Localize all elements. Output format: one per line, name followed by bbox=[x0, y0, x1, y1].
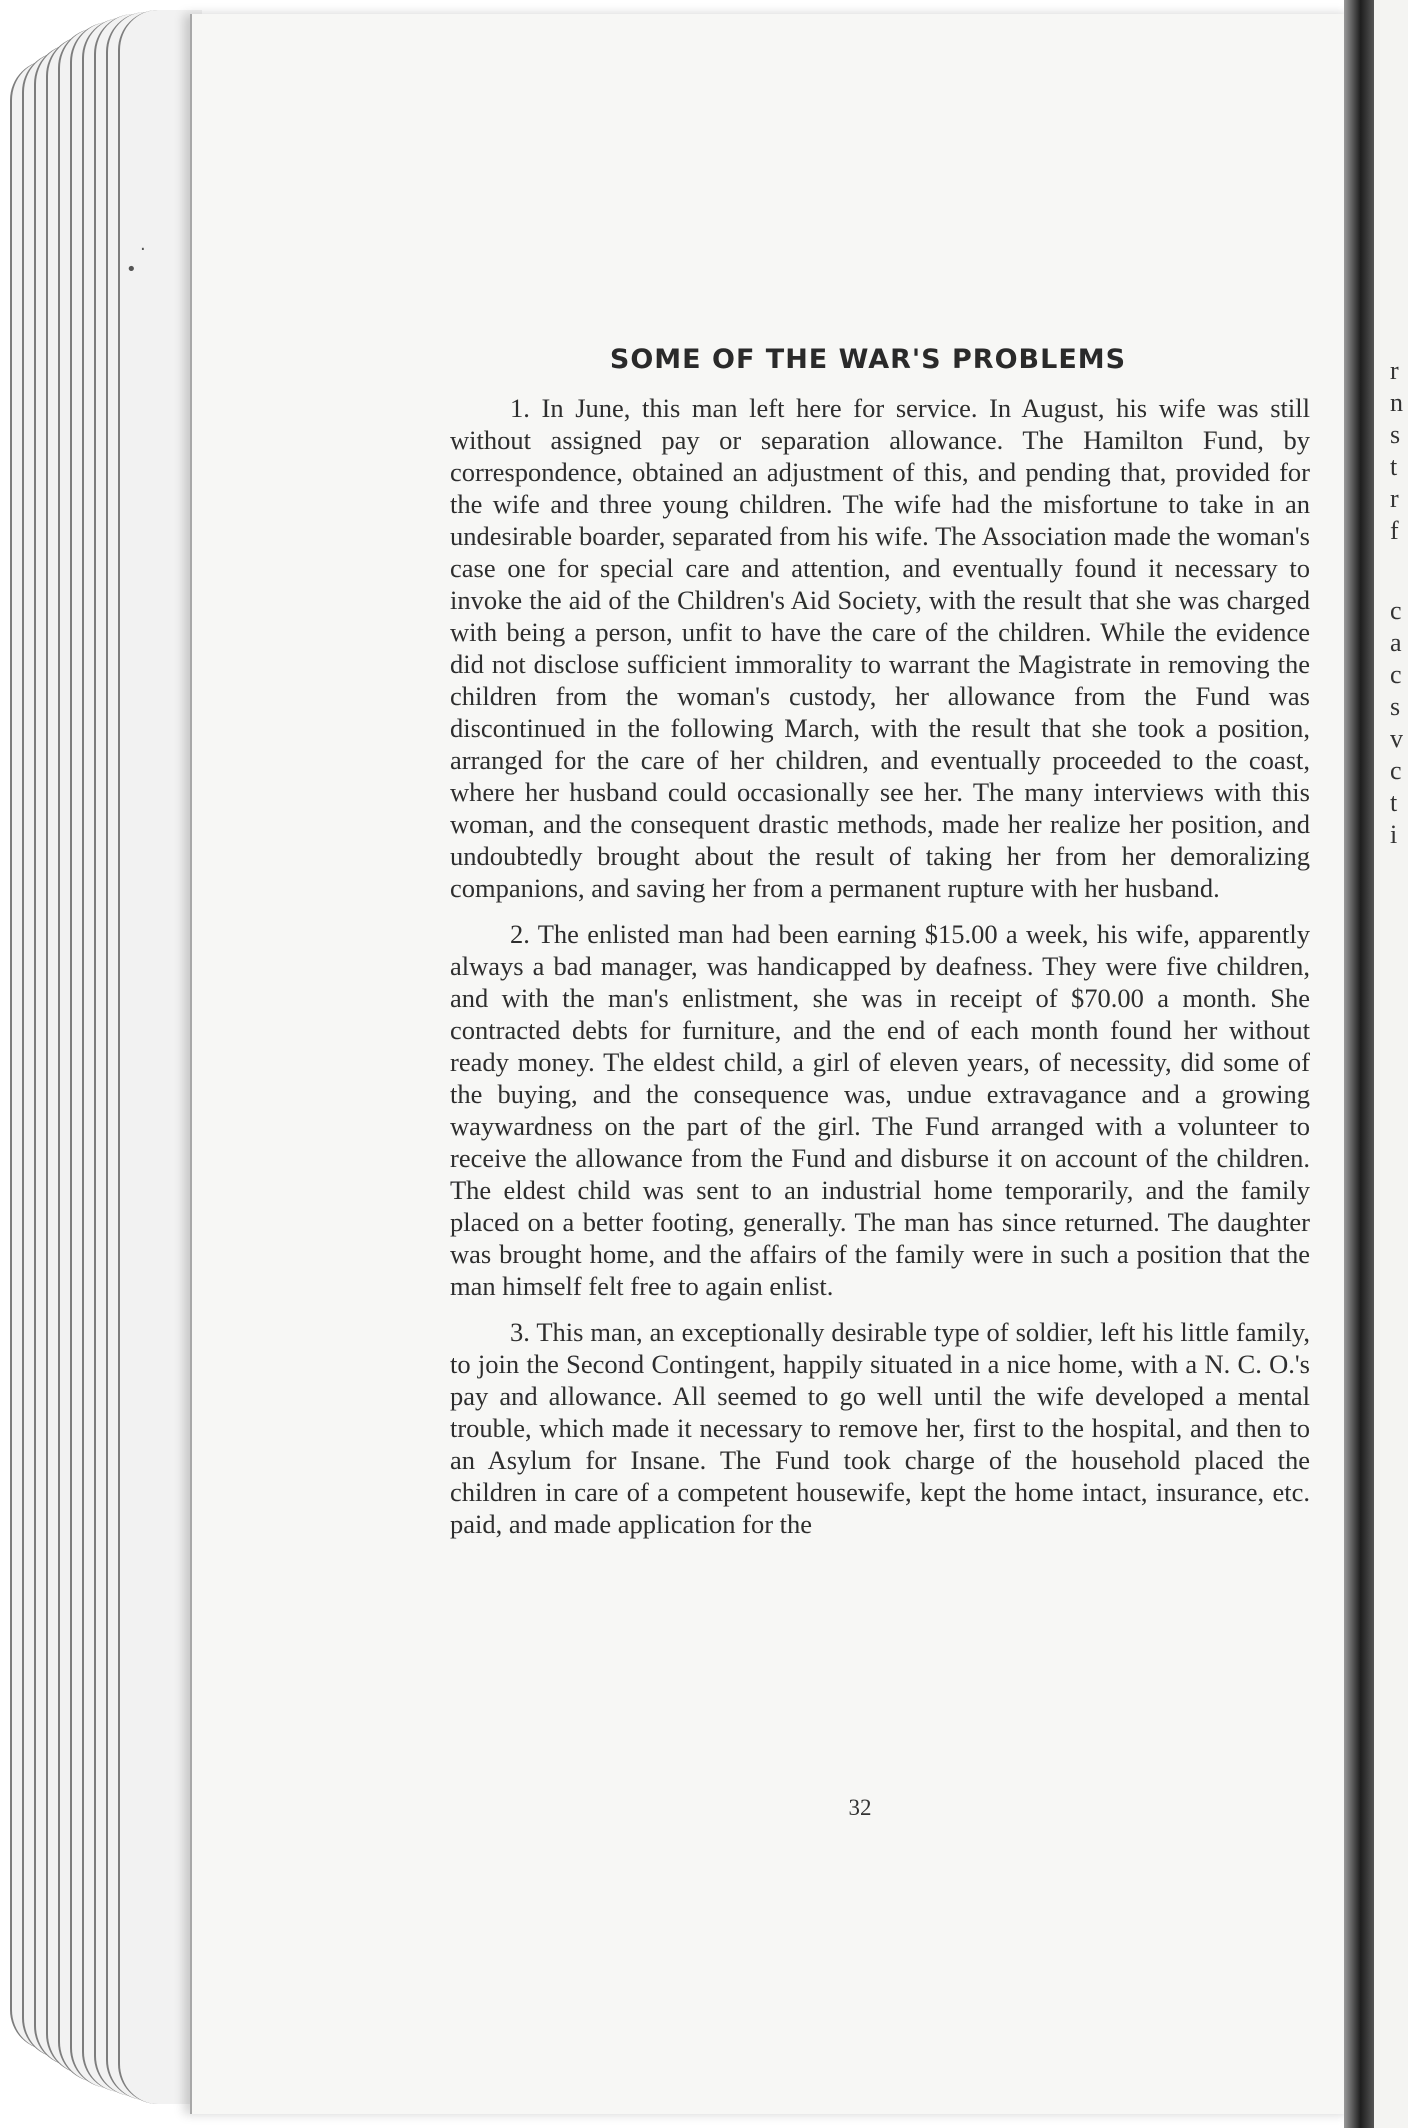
facing-page-letter: n bbox=[1390, 388, 1403, 417]
stacked-page-edges bbox=[0, 0, 200, 2128]
facing-page-letter: s bbox=[1390, 692, 1401, 721]
page-number: 32 bbox=[848, 1795, 872, 1820]
facing-page-letter: r bbox=[1390, 356, 1399, 385]
facing-page-letter: i bbox=[1390, 820, 1398, 849]
facing-page-letter: v bbox=[1390, 724, 1403, 753]
case-paragraph-2: 2. The enlisted man had been earning $15.00 a week, his wife, apparently always a bad manager, was handicapped by deafness. They were five children, and with the man's enlistment, she was in receipt of $70.00 a month. She contracted debts for furniture, and the end of each month found her without ready money. The eldest child, a girl of eleven years, of necessity, did some of the buying, and the consequence was, undue extravagance and a growing waywardness on the part of the girl. The Fund arranged with a volunteer to receive the allowance from the Fund and disburse it on account of the children. The eldest child was sent to an industrial home temporarily, and the family placed on a better footing, generally. The man has since returned. The daughter was brought home, and the affairs of the family were in such a position that the man himself felt free to again enlist. bbox=[450, 919, 1310, 1301]
facing-page-letter: t bbox=[1390, 452, 1398, 481]
facing-page-letter: s bbox=[1390, 420, 1401, 449]
scan-specks: · • bbox=[126, 239, 146, 280]
facing-page-letter: f bbox=[1390, 516, 1399, 545]
page-heading: SOME OF THE WAR'S PROBLEMS bbox=[609, 344, 1127, 375]
facing-page-letter: c bbox=[1390, 660, 1402, 689]
facing-page-letter: r bbox=[1390, 484, 1399, 513]
case-paragraph-3: 3. This man, an exceptionally desirable type of soldier, left his little family, to join the Second Contingent, happily situated in a nice home, with a N. C. O.'s pay and allowance. All seemed to go well until the wife developed a mental trouble, which made it necessary to remove her, first to the hospital, and then to an Asylum for Insane. The Fund took charge of the household placed the children in care of a competent housewife, kept the home intact, insurance, etc. paid, and made application for the bbox=[450, 1317, 1310, 1539]
facing-page-letter: c bbox=[1390, 756, 1402, 785]
facing-page-letter: a bbox=[1390, 628, 1402, 657]
facing-page-sliver bbox=[1374, 0, 1408, 2128]
facing-page-letter: c bbox=[1390, 596, 1402, 625]
page-body-text bbox=[450, 392, 1310, 1554]
book-gutter-shadow bbox=[1344, 0, 1374, 2128]
case-paragraph-1: 1. In June, this man left here for service. In August, his wife was still without assigned pay or separation allowance. The Hamilton Fund, by correspondence, obtained an adjustment of this, and pending that, provided for the wife and three young children. The wife had the misfortune to take in an undesirable boarder, separated from his wife. The Association made the woman's case one for special care and attention, and eventually found it necessary to invoke the aid of the Children's Aid Society, with the result that she was charged with being a person, unfit to have the care of the children. While the evidence did not disclose sufficient immorality to warrant the Magistrate in removing the children from the woman's custody, her allowance from the Fund was discontinued in the following March, with the result that she took a position, arranged for the care of her children, and eventually proceeded to the coast, where her husband could occasionally see her. The many interviews with this woman, and the consequent drastic methods, made her realize her position, and undoubtedly brought about the result of taking her from her demoralizing companions, and saving her from a permanent rupture with her husband. bbox=[450, 393, 1310, 903]
facing-page-letter: t bbox=[1390, 788, 1398, 817]
